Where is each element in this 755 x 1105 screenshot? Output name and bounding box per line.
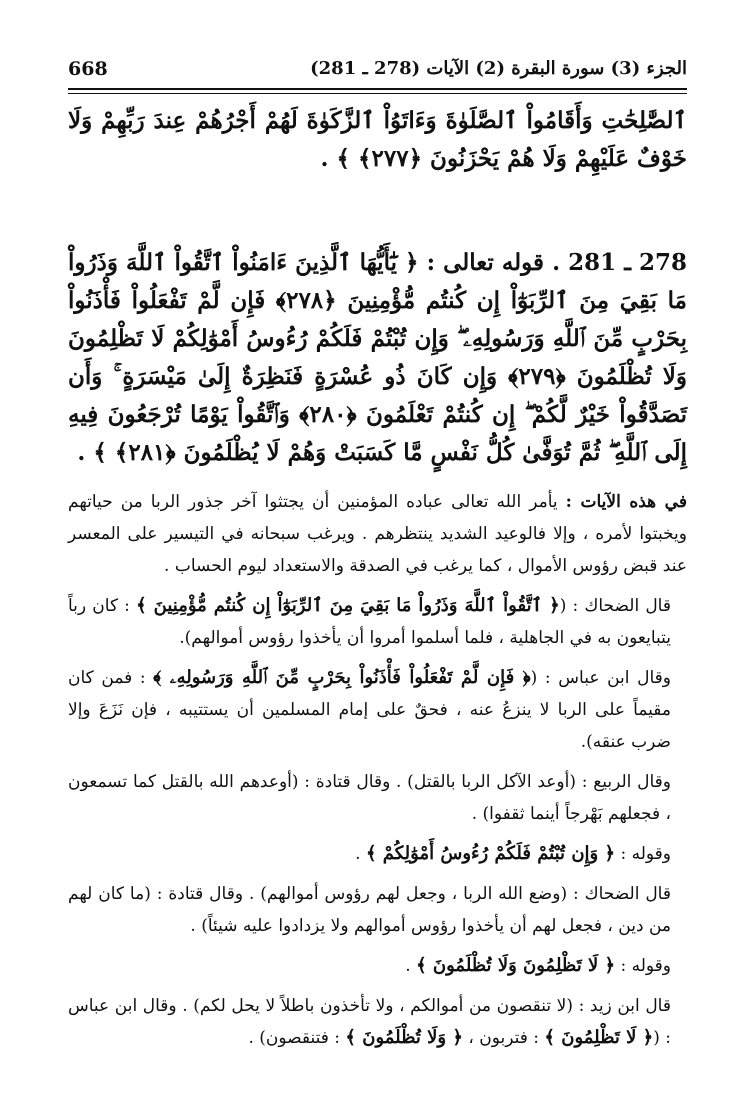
section-number: 278 ـ 281 .	[552, 249, 688, 276]
page-number: 668	[68, 58, 108, 80]
paragraph-qawluhu-1	[68, 838, 687, 870]
para-text: وقال ابن عباس : (	[530, 668, 672, 688]
para-text: : فتربون ،	[462, 1028, 545, 1048]
para-text: قال الضحاك : (وضع الله الربا ، وجعل لهم رؤوس أموالهم) . وقال قتادة : (ما كان لهم من دين ، فجعل لهم أن يأخذوا رؤوس أموالهم ولا يزدادوا عليه شيئاً) .	[68, 884, 671, 936]
inline-quran: ﴿ وَلَا تُظْلَمُونَ ﴾	[345, 1027, 463, 1048]
running-title: الجزء (3) سورة البقرة (2) الآيات (278 ـ 281)	[310, 58, 687, 79]
paragraph-rabi-qatada	[68, 766, 687, 830]
para-text: .	[405, 956, 417, 976]
paragraph-intro	[68, 486, 687, 582]
section-verses: ﴿ يَٰٓأَيُّهَا ٱلَّذِينَ ءَامَنُواْ ٱتَّقُواْ ٱللَّهَ وَذَرُواْ مَا بَقِيَ مِنَ ٱلرِّبَوٰٓاْ إِن كُنتُم مُّؤْمِنِينَ ﴿٢٧٨﴾ فَإِن لَّمْ تَفْعَلُواْ فَأْذَنُواْ بِحَرْبٍ مِّنَ ٱللَّهِ وَرَسُولِهِۦ ۖ وَإِن تُبْتُمْ فَلَكُمْ رُءُوسُ أَمْوَٰلِكُمْ لَا تَظْلِمُونَ وَلَا تُظْلَمُونَ ﴿٢٧٩﴾ وَإِن كَانَ ذُو عُسْرَةٍ فَنَظِرَةٌ إِلَىٰ مَيْسَرَةٍ ۚ وَأَن تَصَدَّقُواْ خَيْرٌ لَّكُمْ ۖ إِن كُنتُمْ تَعْلَمُونَ ﴿٢٨٠﴾ وَٱتَّقُواْ يَوْمًا تُرْجَعُونَ فِيهِ إِلَى ٱللَّهِ ۖ ثُمَّ تُوَفَّىٰ كُلُّ نَفْسٍ مَّا كَسَبَتْ وَهُمْ لَا يُظْلَمُونَ ﴿٢٨١﴾ ﴾ .	[68, 249, 687, 466]
paragraph-dahhak-1	[68, 590, 687, 654]
inline-quran: ﴿ وَإِن تُبْتُمْ فَلَكُمْ رُءُوسُ أَمْوَٰلِكُمْ ﴾	[365, 843, 616, 864]
section-lead: قوله تعالى :	[426, 249, 545, 276]
header-rule-thin	[68, 93, 687, 94]
intro-text: يأمر الله تعالى عباده المؤمنين أن يجتثوا آخر جذور الربا من حياتهم ويخبتوا لأمره ، وإلا فالوعيد الشديد ينتظرهم . ويرغب سبحانه في التيسير على المعسر عند قبض رؤوس الأموال ، كما يرغب في الصدقة والاستعداد ليوم الحساب .	[68, 492, 687, 576]
para-text: وقوله :	[615, 844, 671, 864]
section-verses-block	[68, 244, 687, 472]
para-text: وقال الربيع : (أوعد الآكل الربا بالقتل) . وقال قتادة : (أوعدهم الله بالقتل كما تسمعون ، فجعلهم بَهْرجاً أينما ثقفوا) .	[68, 772, 671, 824]
inline-quran: ﴿ لَا تَظْلِمُونَ وَلَا تُظْلَمُونَ ﴾	[416, 955, 616, 976]
para-text: قال ابن زيد : (لا تنقصون من أموالكم ، ولا تأخذون باطلاً لا يحل لكم) . وقال ابن عباس : (	[68, 996, 671, 1048]
header-rule-thick	[68, 88, 687, 90]
inline-quran: ﴿ فَإِن لَّمْ تَفْعَلُواْ فَأْذَنُواْ بِحَرْبٍ مِّنَ ٱللَّهِ وَرَسُولِهِۦ ﴾	[153, 667, 531, 688]
paragraph-ibn-zayd	[68, 990, 687, 1054]
paragraph-qawluhu-2	[68, 950, 687, 982]
intro-lead: في هذه الآيات :	[565, 492, 687, 512]
page-header	[68, 52, 687, 86]
paragraph-dahhak-2	[68, 878, 687, 942]
quran-continuation: ٱلصَّٰلِحَٰتِ وَأَقَامُواْ ٱلصَّلَوٰةَ وَءَاتَوُاْ ٱلزَّكَوٰةَ لَهُمْ أَجْرُهُمْ عِندَ رَبِّهِمْ وَلَا خَوْفٌ عَلَيْهِمْ وَلَا هُمْ يَحْزَنُونَ ﴿٢٧٧﴾ ﴾ .	[68, 107, 687, 172]
para-text: : كان رباً يتبايعون به في الجاهلية ، فلما أسلموا أمروا أن يأخذوا رؤوس أموالهم).	[68, 596, 671, 648]
para-text: وقوله :	[615, 956, 671, 976]
para-text: .	[355, 844, 366, 864]
page-body	[68, 102, 687, 1054]
para-text: : فمن كان مقيماً على الربا لا ينزعُ عنه ، فحقٌ على إمام المسلمين أن يستتيبه ، فإن نَزَعَ وإلا ضرب عنقه).	[68, 668, 671, 752]
inline-quran: ﴿ ٱتَّقُواْ ٱللَّهَ وَذَرُواْ مَا بَقِيَ مِنَ ٱلرِّبَوٰٓاْ إِن كُنتُم مُّؤْمِنِينَ ﴾	[136, 595, 560, 616]
para-text: قال الضحاك : (	[559, 596, 671, 616]
para-text: : فتنقصون) .	[248, 1028, 346, 1048]
paragraph-ibn-abbas-1	[68, 662, 687, 758]
inline-quran: ﴿ لَا تَظْلِمُونَ ﴾	[544, 1027, 654, 1048]
